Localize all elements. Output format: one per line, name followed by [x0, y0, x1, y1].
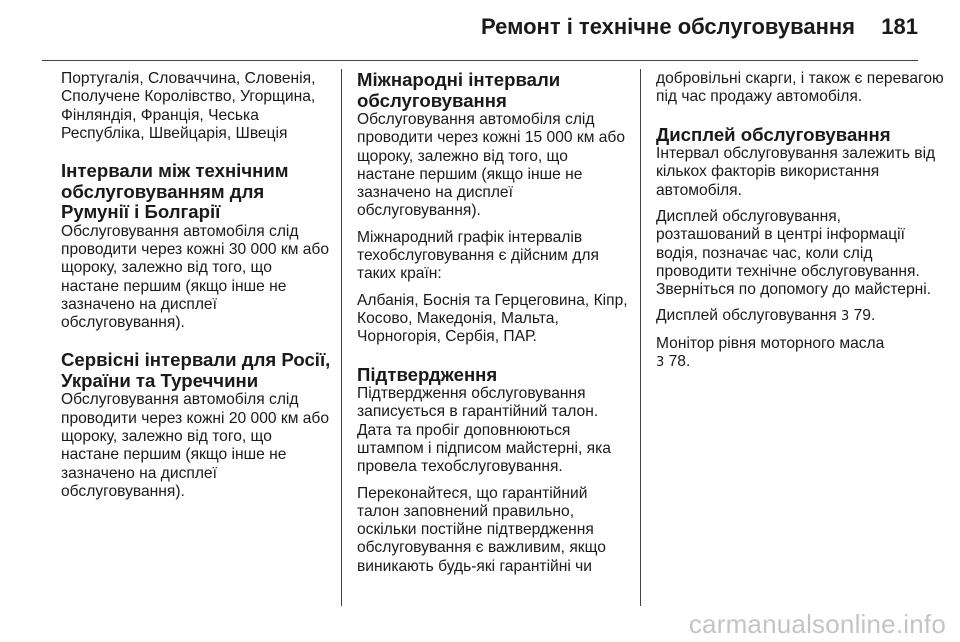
- romania-text: Обслуговування автомобіля слід проводити через кожні 30 000 км або щороку, залежно від того, що настане першим (якщо інше не зазначено на дисплеї обслуговування).: [61, 222, 330, 332]
- display-reference: [656, 307, 946, 326]
- oil-monitor-reference: [656, 335, 946, 373]
- oil-monitor-label: Монітор рівня моторного масла: [656, 334, 885, 352]
- confirm-text-2: Переконайтеся, що гарантійний талон заповнений правильно, оскільки постійне підтвердження обслуговування є важливим, якщо виникають будь-які гарантійні чи: [357, 484, 606, 575]
- page-reference-arrow-icon[interactable]: 3: [841, 309, 850, 325]
- header-title: Ремонт і технічне обслуговування: [481, 14, 855, 39]
- column-divider-2: [640, 69, 641, 606]
- page-reference-arrow-icon[interactable]: 3: [656, 355, 665, 371]
- display-ref-label: Дисплей обслуговування: [656, 307, 837, 325]
- confirm-text-1: Підтвердження обслуговування записується в гарантійний талон. Дата та пробіг доповнюються штампом і підписом майстерні, яка провела техобслуговування.: [357, 385, 611, 476]
- russia-heading: Сервісні інтервали для Росії, України та Туреччини: [61, 349, 331, 391]
- section-confirmation: [357, 365, 629, 576]
- confirm-heading: Підтвердження: [357, 363, 498, 385]
- header-rule: [42, 60, 918, 61]
- page-number: 181: [881, 14, 918, 39]
- display-heading: Дисплей обслуговування: [656, 123, 891, 145]
- column-3: [656, 70, 946, 380]
- column-divider-1: [341, 69, 342, 606]
- section-international: [357, 70, 629, 347]
- display-text-1: Інтервал обслуговування залежить від кількох факторів використання автомобіля.: [656, 145, 936, 199]
- intl-heading: Міжнародні інтервали обслуговування: [357, 69, 561, 111]
- intl-country-list: Албанія, Боснія та Герцеговина, Кіпр, Косово, Македонія, Мальта, Чорногорія, Сербія, ПАР.: [357, 291, 628, 346]
- display-ref-page[interactable]: 79.: [853, 307, 876, 325]
- display-text-2: Дисплей обслуговування, розташований в центрі інформації водія, позначає час, коли слід проводити технічне обслуговування. Зверніться по допомогу до майстерні.: [656, 207, 932, 299]
- column-1: [61, 70, 333, 509]
- section-service-display: [656, 125, 946, 373]
- section-russia-ukraine-turkey: [61, 350, 333, 501]
- intl-text-2: Міжнародний графік інтервалів техобслуговування є дійсним для таких країн:: [357, 228, 599, 283]
- oil-monitor-ref-page[interactable]: 78.: [668, 353, 691, 371]
- continued-text: добровільні скарги, і також є перевагою під час продажу автомобіля.: [656, 70, 944, 106]
- romania-heading: Інтервали між технічним обслуговуванням для Румунії і Болгарії: [61, 160, 289, 223]
- watermark: carmanualsonline.info: [688, 609, 946, 639]
- intl-text-1: Обслуговування автомобіля слід проводити через кожні 15 000 км або щороку, залежно від того, що настане першим (якщо інше не зазначено на дисплеї обслуговування).: [357, 111, 626, 220]
- russia-text: Обслуговування автомобіля слід проводити через кожні 20 000 км або щороку, залежно від того, що настане першим (якщо інше не зазначено на дисплеї обслуговування).: [61, 391, 330, 500]
- column-2: [357, 70, 629, 584]
- section-romania-bulgaria: [61, 161, 333, 332]
- page-header: [0, 0, 960, 60]
- country-list: Португалія, Словаччина, Словенія, Сполучене Королівство, Угорщина, Фінляндія, Франція, Чеська Республіка, Швейцарія, Швеція: [61, 70, 316, 142]
